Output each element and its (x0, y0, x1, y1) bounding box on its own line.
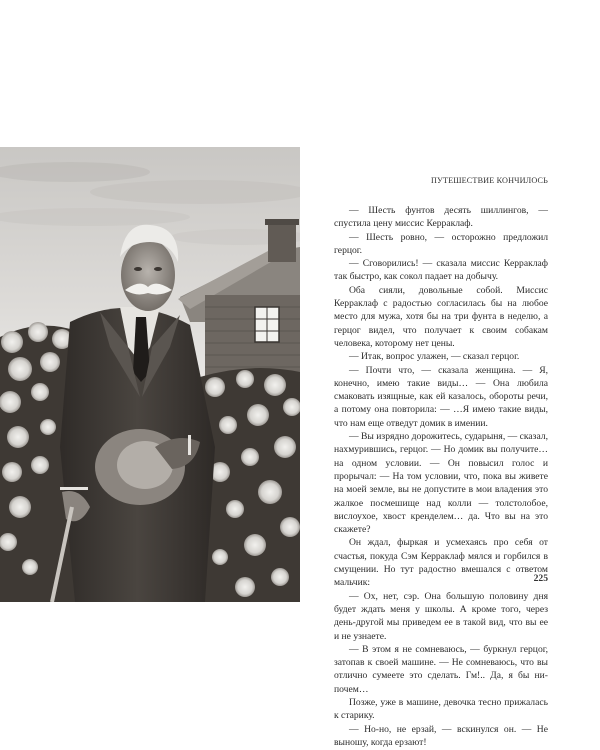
paragraph: — Почти что, — сказала женщина. — Я, конечно, имею такие виды… — Она любила смаковать изящные, как ей казалось, обороты речи, а потому она повторила: — …Я имею такие виды, что нам еще отведут домик в имении. (334, 364, 548, 429)
paragraph: — Итак, вопрос улажен, — сказал герцог. (349, 351, 520, 363)
paragraph: Оба сияли, довольные собой. Миссис Керраклаф с радостью согласилась бы на любое место для мужа, хотя бы на три фунта в неделю, а герцог видел, что получает к своим собакам человека, которому нет цены. (334, 284, 548, 349)
paragraph: — Вы изрядно дорожитесь, сударыня, — сказал, нахмурившись, герцог. — Но домик вы получите… на одном условии. — Он повысил голос и прорычал: — На том условии, что, пока вы живете на моей земле, вы не допустите в мои владения это жалкое посмешище над колли — толстолобое, вислоухое, хвост кренделем… да. Что вы на это скажете? (334, 431, 548, 536)
right-page (300, 0, 600, 750)
paragraph: Он ждал, фыркая и усмехаясь про себя от счастья, покуда Сэм Керраклаф мялся и горбился в смущении. Но тут радостно вмешался с ответом мальчик: (334, 537, 548, 589)
paragraph: — Шесть ровно, — осторожно предложил герцог. (334, 231, 548, 256)
page-number: 225 (533, 573, 548, 584)
face (121, 239, 175, 311)
paragraph: — Ох, нет, сэр. Она большую половину дня будет ждать меня у школы. А кроме того, через день-другой мы приведем ее в такой вид, что вы ее и не узнаете. (334, 590, 548, 642)
paragraph: — Шесть фунтов десять шиллингов, — спустила цену миссис Керраклаф. (334, 205, 548, 230)
paragraph: Позже, уже в машине, девочка тесно прижалась к старику. (334, 696, 548, 722)
chimney (268, 222, 296, 262)
paragraph: — Сговорились! — сказала миссис Керраклаф так быстро, как сокол падает на добычу. (334, 258, 548, 283)
paragraph: — В этом я не сомневаюсь, — буркнул герцог, затопав к своей машине. — Не сомневаюсь, что вы отлично сумеете это сделать. Гм!.. Да, я бы нипочем… (334, 643, 548, 695)
illustration-drawing (0, 147, 300, 602)
illustration-old-gentleman (0, 147, 300, 602)
running-head: ПУТЕШЕСТВИЕ КОНЧИЛОСЬ (430, 176, 548, 185)
paragraph: — Но-но, не ерзай, — вскинулся он. — Не выношу, когда ерзают! (334, 723, 548, 748)
text-column (334, 204, 548, 749)
